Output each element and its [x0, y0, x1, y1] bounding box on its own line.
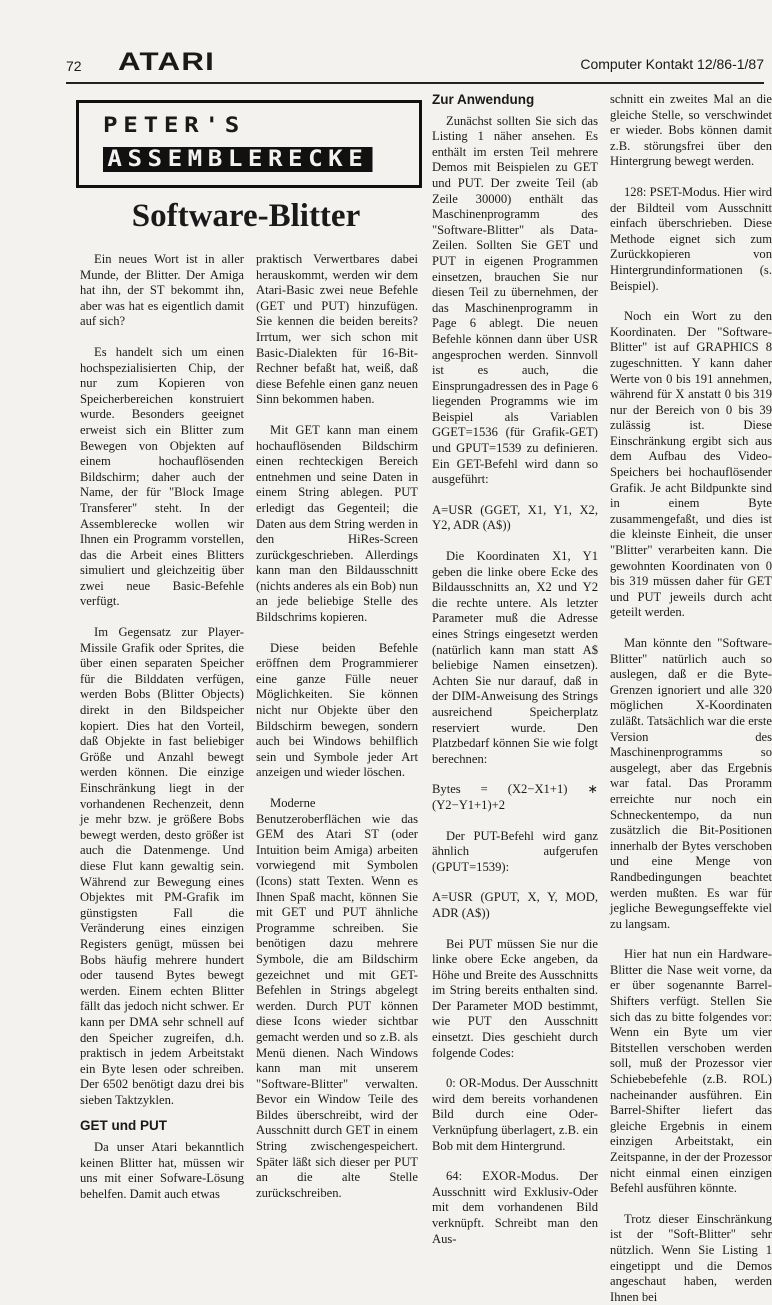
paragraph: Hier hat nun ein Hardware-Blitter die Nase weit vorne, da er über sogenannte Barrel-Shifters verfügt. Stellen Sie sich das zu bitte folgendes vor: Wenn ein Byte um vier Bitstellen verschoben werden soll, muß der Prozessor vier Schiebebefehle (z.B. ROL) nacheinander ausführen. Ein Barrel-Shifter liefert das gleiche Ergebnis in einem einzigen Arbeitstakt, ein Zeitspanne, in der der Prozessor nicht einmal einen einzigen Befehl ausführen könnte. [610, 947, 772, 1196]
section-heading: Zur Anwendung [432, 92, 535, 107]
code-line: A=USR (GPUT, X, Y, MOD, ADR (A$)) [432, 890, 598, 920]
paragraph: Mit GET kann man einem hochauflösenden Bildschirm einen rechteckigen Bereich entnehmen und seine Daten in einem String ablegen. PUT erledigt das Gegenteil; die Daten aus dem String werden in den HiRes-Screen zurückgeschrieben. Allerdings kann man den Bildausschnitt (nichts anderes als ein Bob) nun an jede beliebige Stelle des Bildschrims kopieren. [256, 422, 418, 625]
paragraph: Da unser Atari bekanntlich keinen Blitter hat, müssen wir uns mit einer Sofware-Lösung behelfen. Damit auch etwas [80, 1140, 244, 1201]
section-heading: GET und PUT [80, 1118, 167, 1134]
paragraph: Ein neues Wort ist in aller Munde, der Blitter. Der Amiga hat ihn, der ST bekommt ihn, aber was hat es eigentlich damit auf sich? [80, 252, 244, 329]
code-line: Bytes = (X2−X1+1) ∗ (Y2−Y1+1)+2 [432, 782, 598, 812]
magazine-issue: Computer Kontakt 12/86-1/87 [580, 56, 764, 72]
column-title-box [76, 100, 422, 188]
paragraph: Diese beiden Befehle eröffnen dem Programmierer eine ganze Fülle neuer Möglichkeiten. Sie können nicht nur Objekte über den Bildschirm bewegen, sondern auch bei Windows behilflich sein und Symbole jeder Art anzeigen und wieder löschen. [256, 640, 418, 780]
article-title: Software-Blitter [131, 198, 361, 234]
text-column-1 [80, 252, 244, 1201]
text-column-4 [610, 92, 772, 1304]
paragraph: Es handelt sich um einen hochspezialisierten Chip, der nur zum Kopieren von Speicherbereichen konstruiert wurde. Besonders geeignet erweist sich ein Blitter zum Bewegen von Objekten auf einem hochauflösenden Bildschirm; daher auch der Name, der für "Block Image Transferer" steht. In der Assemblerecke wollen wir Ihnen ein Programm vorstellen, das die Arbeit eines Blitters simuliert und gleichzeitig über zwei neue Basic-Befehle verfügt. [80, 344, 244, 609]
paragraph: praktisch Verwertbares dabei herauskommt, werden wir dem Atari-Basic zwei neue Befehle (GET und PUT) hinzufügen. Sie kennen die beiden bereits? Irrtum, wer sich schon mit Basic-Dialekten für 16-Bit-Rechner befaßt hat, weiß, daß diese Befehle einen ganz neuen Sinn bekommen haben. [256, 252, 418, 407]
page-number: 72 [66, 58, 82, 74]
paragraph: schnitt ein zweites Mal an die gleiche Stelle, so verschwindet er wieder. Bobs können damit z.B. störungsfrei über den Hintergrung bewegt werden. [610, 92, 772, 169]
paragraph: Im Gegensatz zur Player-Missile Grafik oder Sprites, die über einen separaten Speicher für die Bilddaten verfügen, werden Bobs (Blitter Objects) direkt in den Bildspeicher kopiert. Dies hat den Vorteil, daß Objekte in fast beliebiger Größe und Anzahl bewegt werden können. Die einzige Einschränkung liegt in der vorhandenen Rechenzeit, denn je mehr bzw. je größere Bobs bewegt werden, desto größer ist auch die Datenmenge. Und diese Flut kann gewaltig sein. Während zur Bewegung eines Objektes mit PM-Grafik im günstigsten Fall die Veränderung eines einzigen Registers genügt, müssen bei Bobs häufig mehrere hundert oder tausend Bytes bewegt werden. Einem echten Blitter fällt das jedoch nicht schwer. Er kann per DMA sehr schnell auf den Speicher zugreifen, d.h. praktisch in jedem Arbeitstakt ein Byte lesen oder schreiben. Der 6502 benötigt dazu drei bis sieben Taktzyklen. [80, 625, 244, 1107]
paragraph: Noch ein Wort zu den Koordinaten. Der "Software-Blitter" ist auf GRAPHICS 8 zugeschnitten. Y kann daher Werte von 0 bis 191 annehmen, während für X anstatt 0 bis 319 nur der Bereich von 0 bis 39 zulässig ist. Diese Einschränkung ergibt sich aus dem Aufbau des Video-Speichers bei hochauflösender Grafik. Je acht Bildpunkte sind in einem Byte zusammengefaßt, und dies ist die kleinste Einheit, die unser "Blitter" verarbeiten kann. Die gewohnten Koordinaten von 0 bis 319 müssen daher für GET und PUT jeweils durch acht geteilt werden. [610, 309, 772, 620]
paragraph: Trotz dieser Einschränkung ist der "Soft-Blitter" sehr nützlich. Wenn Sie Listing 1 eingetippt und die Demos angeschaut haben, werden Ihnen bei [610, 1211, 772, 1304]
paragraph: Bei PUT müssen Sie nur die linke obere Ecke angeben, da Höhe und Breite des Ausschnitts im String bereits enthalten sind. Der Parameter MOD bestimmt, wie PUT den Ausschnitt einsetzt. Dies geschieht durch folgende Codes: [432, 936, 598, 1060]
column-title-line1: PETER'S [103, 113, 246, 137]
brand-logo: ATARI [118, 48, 216, 76]
paragraph: Moderne Benutzeroberflächen wie das GEM des Atari ST (oder Intuition beim Amiga) arbeiten vorwiegend mit Symbolen (Icons) statt Texten. Wenn es Ihnen Spaß macht, können Sie mit GET und PUT ähnliche Programme schreiben. Sie benötigen dazu mehrere Symbole, die am Bildschirm gezeichnet und mit GET-Befehlen in Strings abgelegt werden. Durch PUT können diese Icons wieder sichtbar gemacht werden und so z.B. als Menü dienen. Nach Windows kann man mit unserem "Software-Blitter" verwalten. Bevor ein Window Teile des Bildes überschreibt, wird der Ausschnitt durch GET in einem String zwischengespeichert. Später läßt sich dieser per PUT an die alte Stelle zurückschreiben. [256, 796, 418, 1200]
text-column-3 [432, 92, 598, 1246]
paragraph: 128: PSET-Modus. Hier wird der Bildteil vom Ausschnitt einfach überschrieben. Diese Methode eignet sich zum Zurückkopieren von Hintergrundinformationen (s. Beispiel). [610, 184, 772, 293]
paragraph: Der PUT-Befehl wird ganz ähnlich aufgerufen (GPUT=1539): [432, 828, 598, 874]
paragraph: 64: EXOR-Modus. Der Ausschnitt wird Exklusiv-Oder mit dem vorhandenen Bild verknüpft. Schreibt man den Aus- [432, 1169, 598, 1246]
paragraph: Man könnte den "Software-Blitter" natürlich auch so auslegen, daß er die Byte-Grenzen ignoriert und alle 320 möglichen X-Koordinaten zuläßt. Tatsächlich war die erste Version des Maschinenprogramms so ausgelegt, aber das Ergebnis war fatal. Das Proramm erreichte nur noch ein Schneckentempo, da nun zusätzlich die Bit-Positionen innerhalb der Bytes verschoben und eine Menge von Randbedingungen beachtet werden mußten. Es war für jegliche Bewegungseffekte viel zu langsam. [610, 636, 772, 931]
paragraph: Die Koordinaten X1, Y1 geben die linke obere Ecke des Bildausschnitts an, X2 und Y2 die rechte untere. Als letzter Parameter muß die Adresse eines Strings eingesetzt werden (natürlich kann man statt A$ beliebige Namen einsetzen). Achten Sie nur darauf, daß in der DIM-Anweisung des Strings ausreichend Speicherplatz reserviert wurde. Den Platzbedarf können Sie wie folgt berechnen: [432, 549, 598, 766]
page-header [66, 48, 764, 84]
text-column-2 [256, 252, 418, 1200]
paragraph: Zunächst sollten Sie sich das Listing 1 näher ansehen. Es enthält im ersten Teil mehrere Demos mit Beispielen zu GET und PUT. Der zweite Teil (ab Zeile 30000) enthält das Maschinenprogramm des "Software-Blitter" als Data-Zeilen. Sollten Sie GET und PUT in eigenen Programmen einsetzen, brauchen Sie nur diesen Teil zu übernehmen, der das Maschinenprogramm in Page 6 ablegt. Die neuen Befehle können dann über USR angesprochen werden. Sinnvoll ist es auch, die Einsprungadressen des in Page 6 liegenden Programms wie im Beispiel als Variablen GGET=1536 (für Grafik-GET) und GPUT=1539 zu definieren. Ein GET-Befehl wird dann so ausgeführt: [432, 113, 598, 487]
code-line: A=USR (GGET, X1, Y1, X2, Y2, ADR (A$)) [432, 502, 598, 533]
column-title-line2: ASSEMBLERECKE [103, 147, 373, 172]
paragraph: 0: OR-Modus. Der Ausschnitt wird dem bereits vorhandenen Bild durch eine Oder-Verknüpfung überlagert, z.B. ein Bob mit dem Hintergrund. [432, 1076, 598, 1153]
